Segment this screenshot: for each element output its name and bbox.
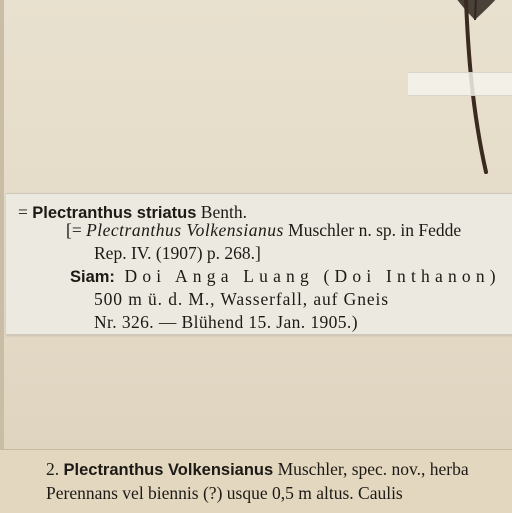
label-line-5: 500 m ü. d. M., Wasserfall, auf Gneis xyxy=(94,289,389,309)
locality-name: Doi Anga Luang (Doi Inthanon) xyxy=(114,266,501,286)
equals-sign: = xyxy=(18,202,33,222)
label-line-6: Nr. 326. — Blühend 15. Jan. 1905.) xyxy=(94,312,358,332)
synonym-bracket: [= xyxy=(66,220,87,240)
locality-country: Siam: xyxy=(70,268,115,286)
bottom-line-1 xyxy=(46,459,469,480)
entry-number: 2. xyxy=(46,459,64,479)
bottom-line-2: Perennans vel biennis (?) usque 0,5 m altus. Caulis xyxy=(46,483,403,503)
bottom-species-name: Plectranthus Volkensianus xyxy=(63,461,274,479)
label-line-3: Rep. IV. (1907) p. 268.] xyxy=(94,243,261,263)
label-line-2 xyxy=(66,220,461,240)
sheet-edge xyxy=(0,0,4,512)
bottom-label xyxy=(0,449,512,513)
mounting-tape xyxy=(408,72,512,96)
printed-label xyxy=(6,193,512,335)
bottom-species-rest: Muschler, spec. nov., herba xyxy=(273,459,469,479)
species-author: Benth. xyxy=(196,202,247,222)
label-line-4 xyxy=(70,266,501,287)
synonym-name: Plectranthus Volkensianus xyxy=(86,220,284,240)
species-name: Plectranthus striatus xyxy=(32,204,197,222)
synonym-rest: Muschler n. sp. in Fedde xyxy=(283,220,462,240)
